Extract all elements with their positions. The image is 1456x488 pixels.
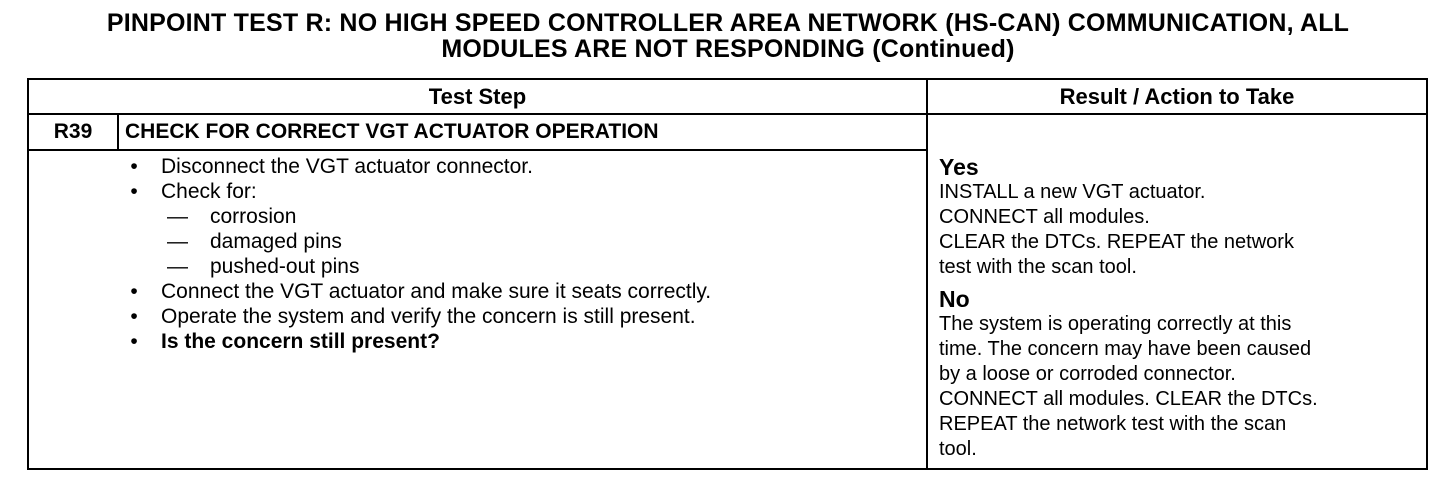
sub-item-text: pushed-out pins [210, 255, 360, 278]
instruction-text: Check for: [161, 180, 257, 203]
step-instructions [121, 154, 921, 354]
sub-list-item [121, 204, 921, 229]
result-yes-line: CLEAR the DTCs. REPEAT the network [939, 231, 1294, 253]
result-no-line: tool. [939, 438, 977, 460]
list-item [121, 179, 921, 204]
instruction-text: Disconnect the VGT actuator connector. [161, 155, 533, 178]
header-result-action: Result / Action to Take [1059, 84, 1295, 109]
dash-icon: — [167, 230, 188, 253]
title-line-1: PINPOINT TEST R: NO HIGH SPEED CONTROLLER AREA NETWORK (HS-CAN) COMMUNICATION, ALL [106, 9, 1350, 37]
page-title [0, 10, 1456, 62]
result-column [939, 154, 1419, 462]
sub-item-text: corrosion [210, 205, 297, 228]
result-yes-line: INSTALL a new VGT actuator. [939, 181, 1206, 203]
result-yes-line: CONNECT all modules. [939, 206, 1150, 228]
title-line-2: MODULES ARE NOT RESPONDING (Continued) [441, 35, 1015, 63]
question-text: Is the concern still present? [161, 330, 440, 353]
result-no-line: by a loose or corroded connector. [939, 363, 1236, 385]
step-title: CHECK FOR CORRECT VGT ACTUATOR OPERATION [125, 120, 659, 143]
result-yes-label: Yes [939, 154, 979, 180]
step-id-divider [117, 115, 119, 149]
instruction-text: Operate the system and verify the concern is still present. [161, 305, 696, 328]
bullet-icon: • [130, 155, 138, 178]
dash-icon: — [167, 255, 188, 278]
dash-icon: — [167, 205, 188, 228]
list-item [121, 279, 921, 304]
bullet-icon: • [130, 180, 138, 203]
column-divider [926, 80, 928, 468]
step-title-divider [29, 149, 926, 151]
list-item [121, 329, 921, 354]
list-item [121, 154, 921, 179]
bullet-icon: • [130, 330, 138, 353]
sub-item-text: damaged pins [210, 230, 342, 253]
result-no-line: REPEAT the network test with the scan [939, 413, 1287, 435]
sub-list-item [121, 229, 921, 254]
result-no-line: CONNECT all modules. CLEAR the DTCs. [939, 388, 1318, 410]
bullet-icon: • [130, 280, 138, 303]
sub-list-item [121, 254, 921, 279]
header-test-step: Test Step [428, 84, 527, 109]
instruction-text: Connect the VGT actuator and make sure it seats correctly. [161, 280, 712, 303]
pinpoint-test-table [27, 78, 1428, 470]
step-id: R39 [53, 120, 93, 143]
result-no-line: The system is operating correctly at this [939, 313, 1292, 335]
result-no-line: time. The concern may have been caused [939, 338, 1312, 360]
list-item [121, 304, 921, 329]
bullet-icon: • [130, 305, 138, 328]
result-no-label: No [939, 286, 970, 312]
result-yes-line: test with the scan tool. [939, 256, 1137, 278]
